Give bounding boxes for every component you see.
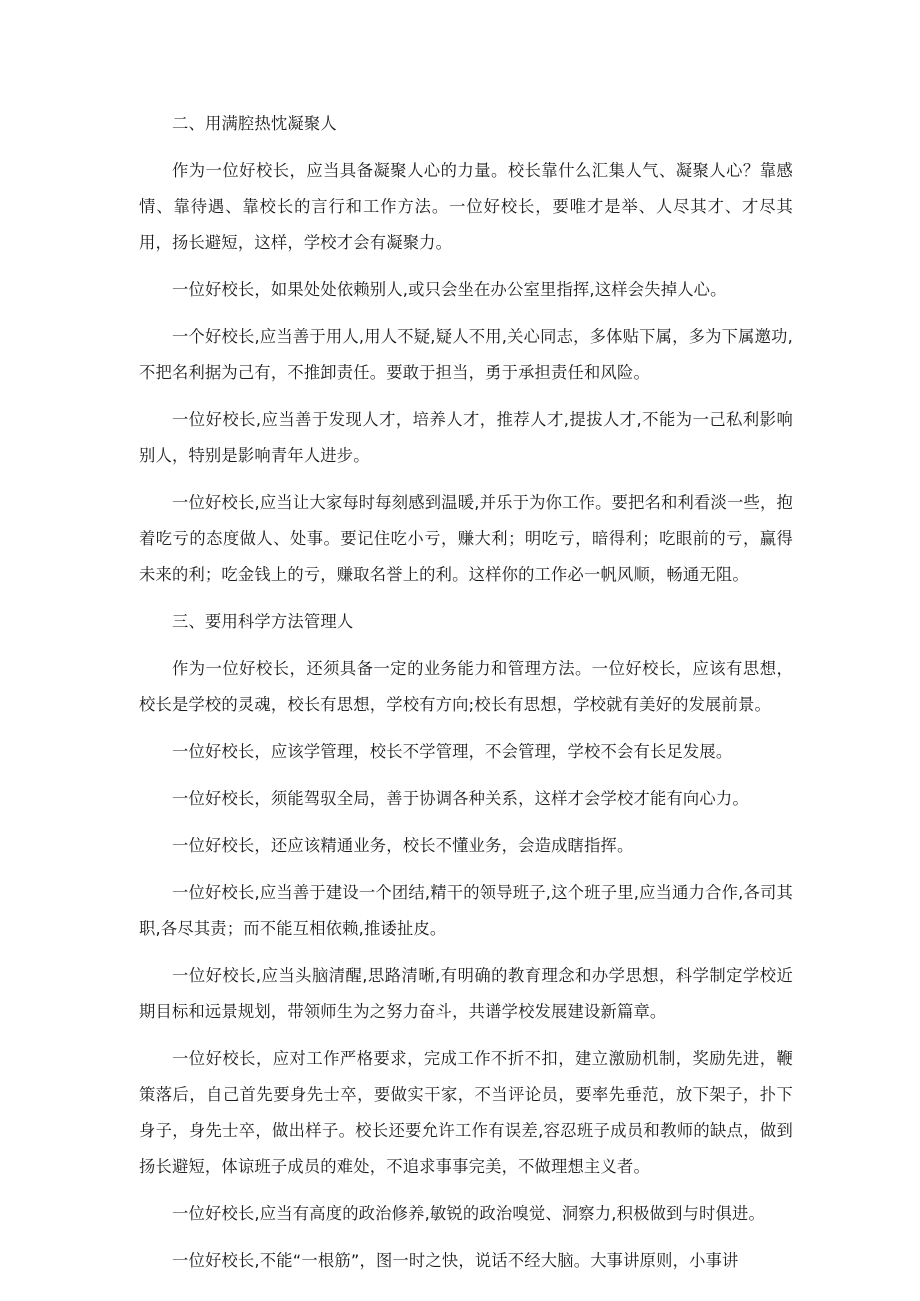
paragraph: 一位好校长,应当头脑清醒,思路清晰,有明确的教育理念和办学思想，科学制定学校近期目标和远景规划，带领师生为之努力奋斗，共谱学校发展建设新篇章。 (139, 966, 793, 1021)
paragraph: 一位好校长,应当有高度的政治修养,敏锐的政治嗅觉、洞察力,积极做到与时俱进。 (172, 1204, 765, 1223)
section-heading-2: 二、用满腔热忱凝聚人 (172, 114, 337, 133)
section-heading-3: 三、要用科学方法管理人 (172, 612, 354, 631)
paragraph: 一位好校长，应对工作严格要求，完成工作不折不扣，建立激励机制，奖励先进，鞭策落后，自己首先要身先士卒，要做实干家，不当评论员，要率先垂范，放下架子，扑下身子，身先士卒，做出样子。校长还要允许工作有误差,容忍班子成员和教师的缺点，做到扬长避短，体谅班子成员的难处，不追求事事完美，不做理想主义者。 (139, 1049, 793, 1176)
paragraph: 一位好校长,不能“一根筋”，图一时之快，说话不经大脑。大事讲原则，小事讲 (172, 1251, 739, 1270)
paragraph: 一位好校长,应当让大家每时每刻感到温暖,并乐于为你工作。要把名和利看淡一些，抱着吃亏的态度做人、处事。要记住吃小亏，赚大利；明吃亏，暗得利；吃眼前的亏，赢得未来的利；吃金钱上的亏，赚取名誉上的利。这样你的工作必一帆风顺，畅通无阻。 (139, 493, 793, 584)
paragraph: 作为一位好校长，还须具备一定的业务能力和管理方法。一位好校长，应该有思想，校长是学校的灵魂，校长有思想，学校有方向;校长有思想，学校就有美好的发展前景。 (139, 659, 793, 714)
paragraph: 作为一位好校长，应当具备凝聚人心的力量。校长靠什么汇集人气、凝聚人心？靠感情、靠待遇、靠校长的言行和工作方法。一位好校长，要唯才是举、人尽其才、才尽其用，扬长避短，这样，学校才会有凝聚力。 (139, 161, 793, 252)
paragraph: 一位好校长，如果处处依赖别人,或只会坐在办公室里指挥,这样会失掉人心。 (172, 280, 727, 299)
paragraph: 一位好校长，须能驾驭全局，善于协调各种关系，这样才会学校才能有向心力。 (172, 789, 749, 808)
paragraph: 一个好校长,应当善于用人,用人不疑,疑人不用,关心同志，多体贴下属，多为下属邀功,不把名利据为己有，不推卸责任。要敢于担当，勇于承担责任和风险。 (139, 327, 793, 382)
paragraph: 一位好校长,应当善于发现人才，培养人才，推荐人才,提拔人才,不能为一己私利影响别人，特别是影响青年人进步。 (139, 410, 793, 465)
document-body (139, 106, 793, 1290)
paragraph: 一位好校长，应该学管理，校长不学管理，不会管理，学校不会有长足发展。 (172, 742, 733, 761)
paragraph: 一位好校长，还应该精通业务，校长不懂业务，会造成瞎指挥。 (172, 836, 634, 855)
paragraph: 一位好校长,应当善于建设一个团结,精干的领导班子,这个班子里,应当通力合作,各司其职,各尽其责；而不能互相依赖,推诿扯皮。 (139, 883, 793, 938)
